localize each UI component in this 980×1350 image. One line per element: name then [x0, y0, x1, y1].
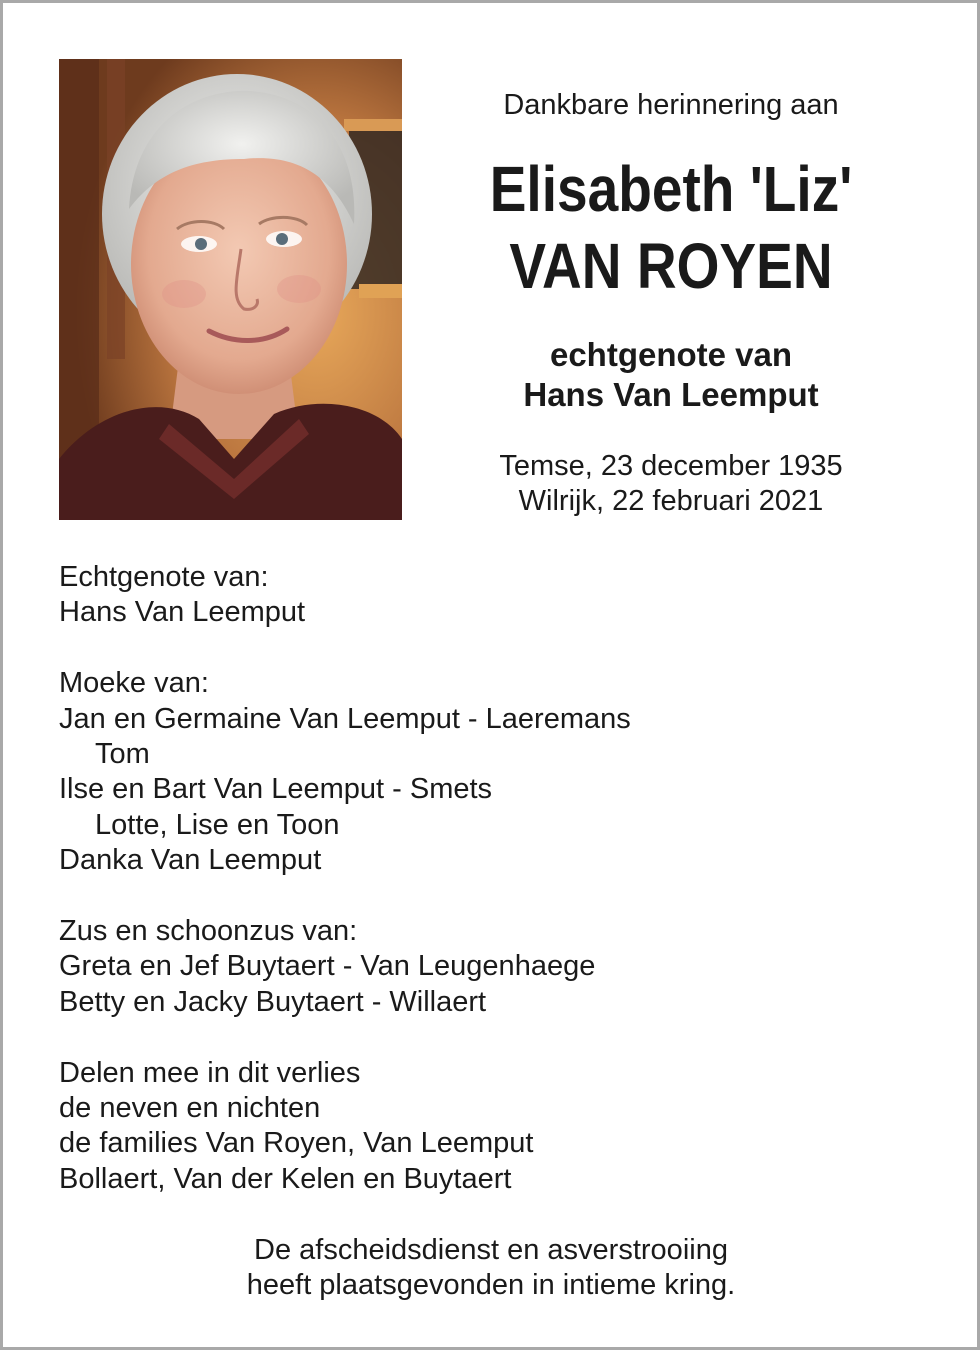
list-item: Hans Van Leemput: [59, 596, 306, 629]
list-item: Bollaert, Van der Kelen en Buytaert: [59, 1162, 512, 1195]
list-item: Tom: [95, 738, 150, 771]
family-group: [59, 1056, 919, 1198]
portrait-photo: [59, 59, 402, 520]
group-heading: Delen mee in dit verlies: [59, 1056, 361, 1089]
spouse-line-2: Hans Van Leemput: [523, 376, 819, 413]
list-item: Lotte, Lise en Toon: [95, 808, 340, 841]
death-date: Wilrijk, 22 februari 2021: [518, 485, 824, 517]
footer-line-2: heeft plaatsgevonden in intieme kring.: [246, 1269, 736, 1301]
name-line-2: VAN ROYEN: [509, 230, 833, 302]
footer-line-1: De afscheidsdienst en asverstrooiing: [254, 1234, 728, 1266]
footer-note: [59, 1233, 923, 1303]
list-item: Ilse en Bart Van Leemput - Smets: [59, 773, 493, 806]
group-heading: Moeke van:: [59, 667, 209, 700]
list-item: de families Van Royen, Van Leemput: [59, 1127, 534, 1160]
spouse-block: [421, 335, 921, 415]
deceased-name: [456, 151, 886, 305]
family-list: [59, 560, 919, 1233]
spouse-line-1: echtgenote van: [549, 336, 793, 373]
intro-text: Dankbare herinnering aan: [503, 89, 839, 121]
dates-block: [421, 449, 921, 519]
portrait-photo-icon: [59, 59, 402, 520]
header-block: [421, 87, 921, 519]
family-group: [59, 666, 919, 878]
list-item: Jan en Germaine Van Leemput - Laeremans: [59, 702, 631, 735]
list-item: de neven en nichten: [59, 1092, 321, 1125]
list-item: Greta en Jef Buytaert - Van Leugenhaege: [59, 950, 596, 983]
birth-date: Temse, 23 december 1935: [499, 450, 843, 482]
list-item: Danka Van Leemput: [59, 844, 322, 877]
group-heading: Zus en schoonzus van:: [59, 915, 358, 948]
list-item: Betty en Jacky Buytaert - Willaert: [59, 985, 487, 1018]
family-group: [59, 914, 919, 1020]
group-heading: Echtgenote van:: [59, 561, 269, 593]
name-line-1: Elisabeth 'Liz': [489, 153, 853, 225]
family-group: [59, 560, 919, 631]
